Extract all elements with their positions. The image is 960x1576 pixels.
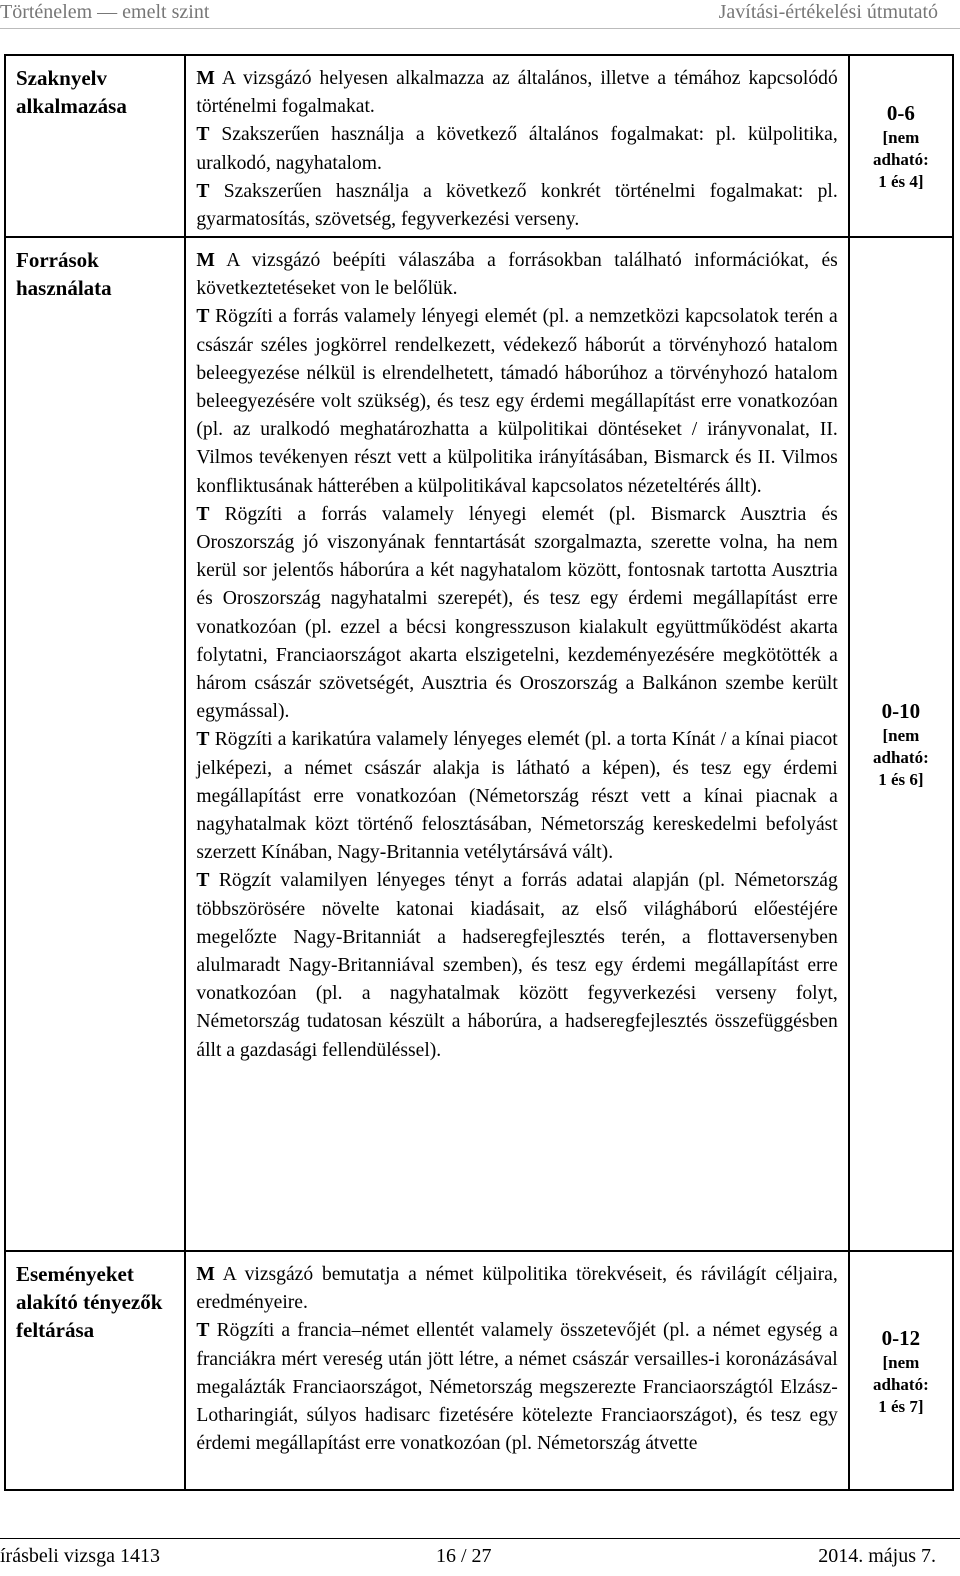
paragraph [196,303,837,500]
paragraph-text: Szakszerűen használja a következő konkrét történelmi fogalmakat: pl. gyarmatosítás, szövetség, fegyverkezési verseny. [196,180,838,231]
footer-date: 2014. május 7. [818,1545,936,1567]
paragraph [196,65,837,121]
paragraph-tag: M [196,250,215,271]
criterion-cell [5,237,185,1251]
paragraph-tag: M [196,1264,215,1285]
score-range: 0-10 [881,699,921,723]
paragraph [196,178,837,234]
header-rule [0,28,960,29]
table-row [5,1251,953,1490]
paragraph-text: Rögzíti a forrás valamely lényegi elemét (pl. Bismarck Ausztria és Oroszország jó viszonyának fenntartását szorgalmazta, szerette volna, ha nem kerül sor jelentős háborúra a két nagyhatalom között, fontosnak tartotta Ausztria és Oroszország nagyhatalmi szerepét), és tesz egy érdemi megállapítást erre vonatkozóan (pl. ezzel a bécsi kongresszuson kialakult együttműködést akarta folytatni, Franciaországot akarta elszigetelni, kezdeményezésére megkötötték a három császár szövetségét, Ausztria és Oroszország a Balkánon szembe került egymással). [196,503,838,723]
paragraph-text: Rögzít valamilyen lényeges tényt a forrás adatai alapján (pl. Németország többszörösére növelte katonai kiadásait, az első világháború előestéjére megelőzte Nagy-Britanniát a hadseregfejlesztés terén, a flottaversenyben alulmaradt Nagy-Britanniával szemben), és tesz egy érdemi megállapítást erre vonatkozóan (pl. a nagyhatalmak között fegyverkezési verseny folyt, Németország tudatosan készült a háborúra, a hadseregfejlesztés összefüggésben állt a gazdasági fellendüléssel). [196,870,838,1061]
paragraph-text: Szakszerűen használja a következő általános fogalmakat: pl. külpolitika, uralkodó, nagyhatalom. [196,124,838,174]
footer-exam-code: írásbeli vizsga 1413 [0,1545,160,1567]
score-note: [nem [882,726,920,745]
scoring-table [4,54,954,1491]
paragraph-text: A vizsgázó bemutatja a német külpolitika törekvéseit, és rávilágít céljaira, eredményeire. [196,1264,838,1314]
paragraph-text: Rögzíti a francia–német ellentét valamely összetevőjét (pl. a német egység a franciákra mért vereség után jött létre, a német császár versailles-i koronázásával megalázták Franciaországot, Németország megszerezte Franciaországtól Elzász-Lotharingiát, súlyos hadisarc fizetésére kötelezte Franciaországot), és tesz egy érdemi megállapítást erre vonatkozóan (pl. Németország átvette [196,1320,838,1455]
score-cell [849,237,953,1251]
paragraph-tag: T [196,870,210,892]
paragraph [196,1261,837,1317]
score-note: 1 és 4] [878,172,924,191]
page-header [0,0,960,28]
table-row [5,55,953,237]
criterion-cell [5,1251,185,1490]
score-note: adható: [873,150,929,169]
score-cell [849,1251,953,1490]
criterion-cell [5,55,185,237]
paragraph [196,867,837,1064]
score-cell [849,55,953,237]
score-note: adható: [873,748,929,767]
score-range: 0-6 [886,101,915,125]
paragraph-tag: T [196,180,210,202]
paragraph [196,501,837,727]
criterion-label: Források használata [16,248,112,300]
paragraph-tag: T [196,729,210,751]
paragraph-text: A vizsgázó helyesen alkalmazza az általános, illetve a témához kapcsolódó történelmi fogalmakat. [196,68,838,118]
footer-page-number: 16 / 27 [436,1545,492,1567]
paragraph-tag: M [196,68,215,89]
paragraph-text: Rögzíti a karikatúra valamely lényeges elemét (pl. a torta Kínát / a kínai piacot jelképezi, a német császár alakja is látható a képen), és tesz egy érdemi megállapítást erre vonatkozóan (Németország részt vett a kínai piacnak a nagyhatalmak közt történő felosztásában, Németország kereskedelmi befolyást szerzett Kínában, Nagy-Britannia vetélytársává vált). [196,729,838,864]
paragraph [196,726,837,867]
description-cell [185,55,848,237]
footer-rule [0,1538,960,1539]
paragraph-tag: T [196,306,210,328]
description-cell [185,1251,848,1490]
criterion-label: Szaknyelv alkalmazása [16,66,127,118]
paragraph-tag: T [196,1320,210,1342]
header-doc-title: Javítási-értékelési útmutató [718,1,938,23]
paragraph [196,121,837,177]
score-range: 0-12 [881,1325,921,1350]
paragraph [196,247,837,303]
paragraph [196,1317,837,1458]
paragraph-text: A vizsgázó beépíti válaszába a forrásokban található információkat, és következtetéseket von le belőlük. [196,250,838,300]
description-cell [185,237,848,1251]
paragraph-tag: T [196,124,210,146]
score-note: adható: [873,1374,929,1394]
header-subject: Történelem — emelt szint [0,1,210,23]
table-row [5,237,953,1251]
score-note: [nem [882,1352,920,1372]
score-note: [nem [882,128,920,147]
score-note: 1 és 7] [878,1396,924,1416]
paragraph-text: Rögzíti a forrás valamely lényegi elemét (pl. a nemzetközi kapcsolatok terén a császár széles jogkörrel rendelkezett, védekező háborút a törvényhozó hatalom beleegyezése nélkül is elrendelhetett, támadó háborúhoz a törvényhozó hatalom beleegyezésére volt szükség), és tesz egy érdemi megállapítást erre vonatkozóan (pl. az uralkodó meghatározhatta a külpolitikai döntéseket / irányvonalat, II. Vilmos tevékenyen részt vett a külpolitika irányításában, Bismarck és II. Vilmos konfliktusának hátterében a külpolitikával kapcsolatos nézeteltérés állt). [196,306,838,497]
criterion-label: Eseményeket alakító tényezők feltárása [16,1262,163,1342]
score-note: 1 és 6] [878,770,924,789]
paragraph-tag: T [196,503,210,525]
